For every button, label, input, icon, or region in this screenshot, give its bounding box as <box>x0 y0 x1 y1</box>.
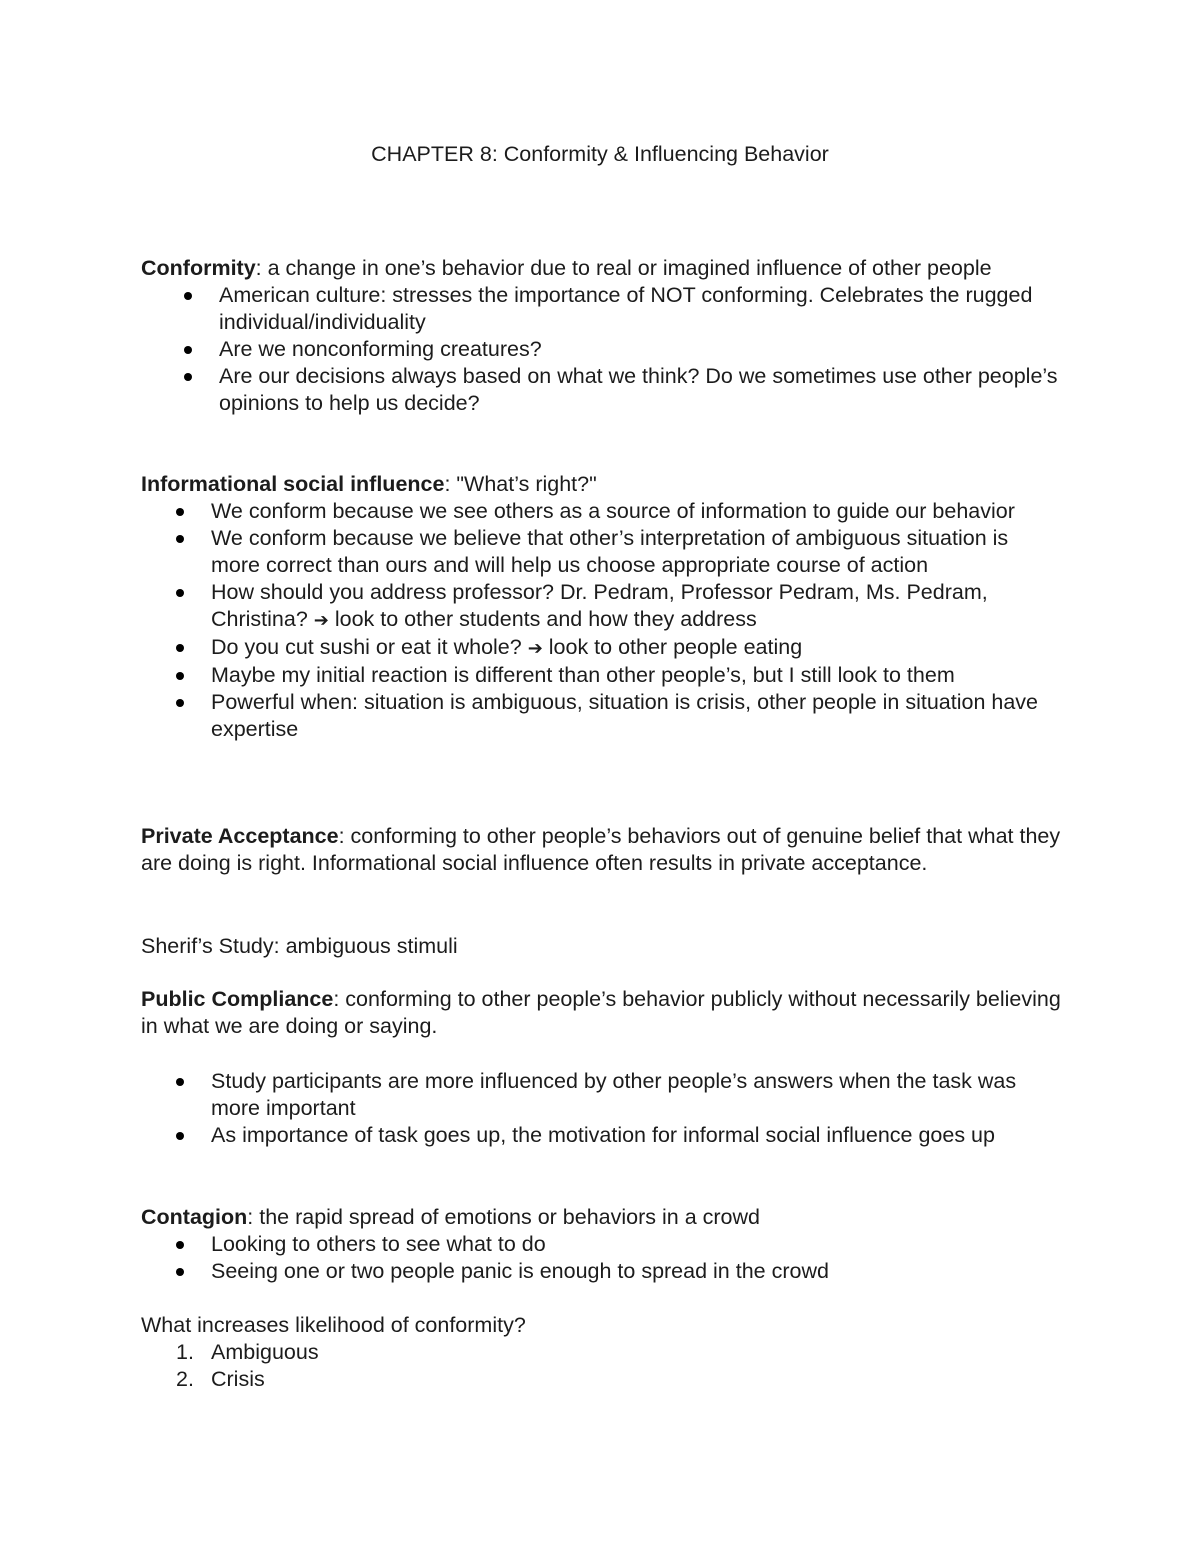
bullet-icon <box>176 1268 184 1276</box>
section-contagion <box>141 1204 1061 1285</box>
section-likelihood <box>141 1312 1061 1393</box>
list-item: Study participants are more influenced by other people’s answers when the task was more important <box>141 1068 1061 1122</box>
list-item: Seeing one or two people panic is enough to spread in the crowd <box>141 1258 1061 1285</box>
term-public-compliance: Public Compliance <box>141 987 334 1011</box>
list-item: As importance of task goes up, the motivation for informal social influence goes up <box>141 1122 1061 1149</box>
bullet-icon <box>176 672 184 680</box>
bullet-icon <box>184 373 192 381</box>
term-contagion: Contagion <box>141 1205 248 1229</box>
list-item: We conform because we see others as a source of information to guide our behavior <box>141 498 1061 525</box>
bullet-icon <box>176 1078 184 1086</box>
bullet-icon <box>176 1241 184 1249</box>
arrow-right-icon: ➔ <box>313 610 329 631</box>
likelihood-question: What increases likelihood of conformity? <box>141 1313 526 1337</box>
contagion-bullets <box>141 1231 1061 1285</box>
informational-bullets <box>141 498 1061 743</box>
list-item: American culture: stresses the importance of NOT conforming. Celebrates the rugged individual/individuality <box>141 282 1061 336</box>
bullet-icon <box>176 535 184 543</box>
list-item: 1. Ambiguous <box>176 1340 319 1364</box>
list-item: We conform because we believe that other’s interpretation of ambiguous situation is more correct than ours and will help us choose appropriate course of action <box>141 525 1061 579</box>
arrow-right-icon: ➔ <box>527 638 543 659</box>
list-item: Maybe my initial reaction is different than other people’s, but I still look to them <box>141 662 1061 689</box>
bullet-icon <box>176 699 184 707</box>
private-acceptance-definition: Private Acceptance: conforming to other people’s behaviors out of genuine belief that what they are doing is right. Informational social influence often results in private acceptance. <box>141 824 1061 875</box>
public-compliance-list <box>141 1068 1061 1149</box>
page-title: CHAPTER 8: Conformity & Influencing Behavior <box>371 142 829 166</box>
list-item: Do you cut sushi or eat it whole? ➔ look to other people eating <box>141 634 1061 662</box>
likelihood-list <box>141 1339 1061 1393</box>
term-informational: Informational social influence <box>141 472 445 496</box>
list-item: Powerful when: situation is ambiguous, situation is crisis, other people in situation have expertise <box>141 689 1061 743</box>
section-conformity <box>141 255 1061 417</box>
conformity-definition: Conformity: a change in one’s behavior due to real or imagined influence of other people <box>141 256 992 280</box>
bullet-icon <box>176 589 184 597</box>
list-item: Looking to others to see what to do <box>141 1231 1061 1258</box>
sherif-study: Sherif’s Study: ambiguous stimuli <box>141 934 458 958</box>
list-number: 2. <box>176 1367 194 1391</box>
list-item: Are we nonconforming creatures? <box>141 336 1061 363</box>
bullet-icon <box>184 346 192 354</box>
bullet-icon <box>176 644 184 652</box>
list-number: 1. <box>176 1340 194 1364</box>
public-compliance-bullets <box>141 1068 1061 1149</box>
list-item: Are our decisions always based on what we think? Do we sometimes use other people’s opinions to help us decide? <box>141 363 1061 417</box>
section-sherif <box>141 933 1061 960</box>
section-public-compliance <box>141 986 1061 1040</box>
informational-definition: Informational social influence: "What’s right?" <box>141 472 597 496</box>
bullet-icon <box>176 1132 184 1140</box>
public-compliance-definition: Public Compliance: conforming to other people’s behavior publicly without necessarily believing in what we are doing or saying. <box>141 987 1061 1038</box>
term-private-acceptance: Private Acceptance <box>141 824 339 848</box>
contagion-definition: Contagion: the rapid spread of emotions or behaviors in a crowd <box>141 1205 760 1229</box>
bullet-icon <box>184 292 192 300</box>
conformity-bullets <box>141 282 1061 417</box>
section-informational <box>141 471 1061 743</box>
section-private-acceptance <box>141 823 1061 877</box>
bullet-icon <box>176 508 184 516</box>
list-item: 2. Crisis <box>176 1367 265 1391</box>
list-item: How should you address professor? Dr. Pedram, Professor Pedram, Ms. Pedram, Christina? ➔ look to other students and how they address <box>141 579 1061 634</box>
term-conformity: Conformity <box>141 256 256 280</box>
